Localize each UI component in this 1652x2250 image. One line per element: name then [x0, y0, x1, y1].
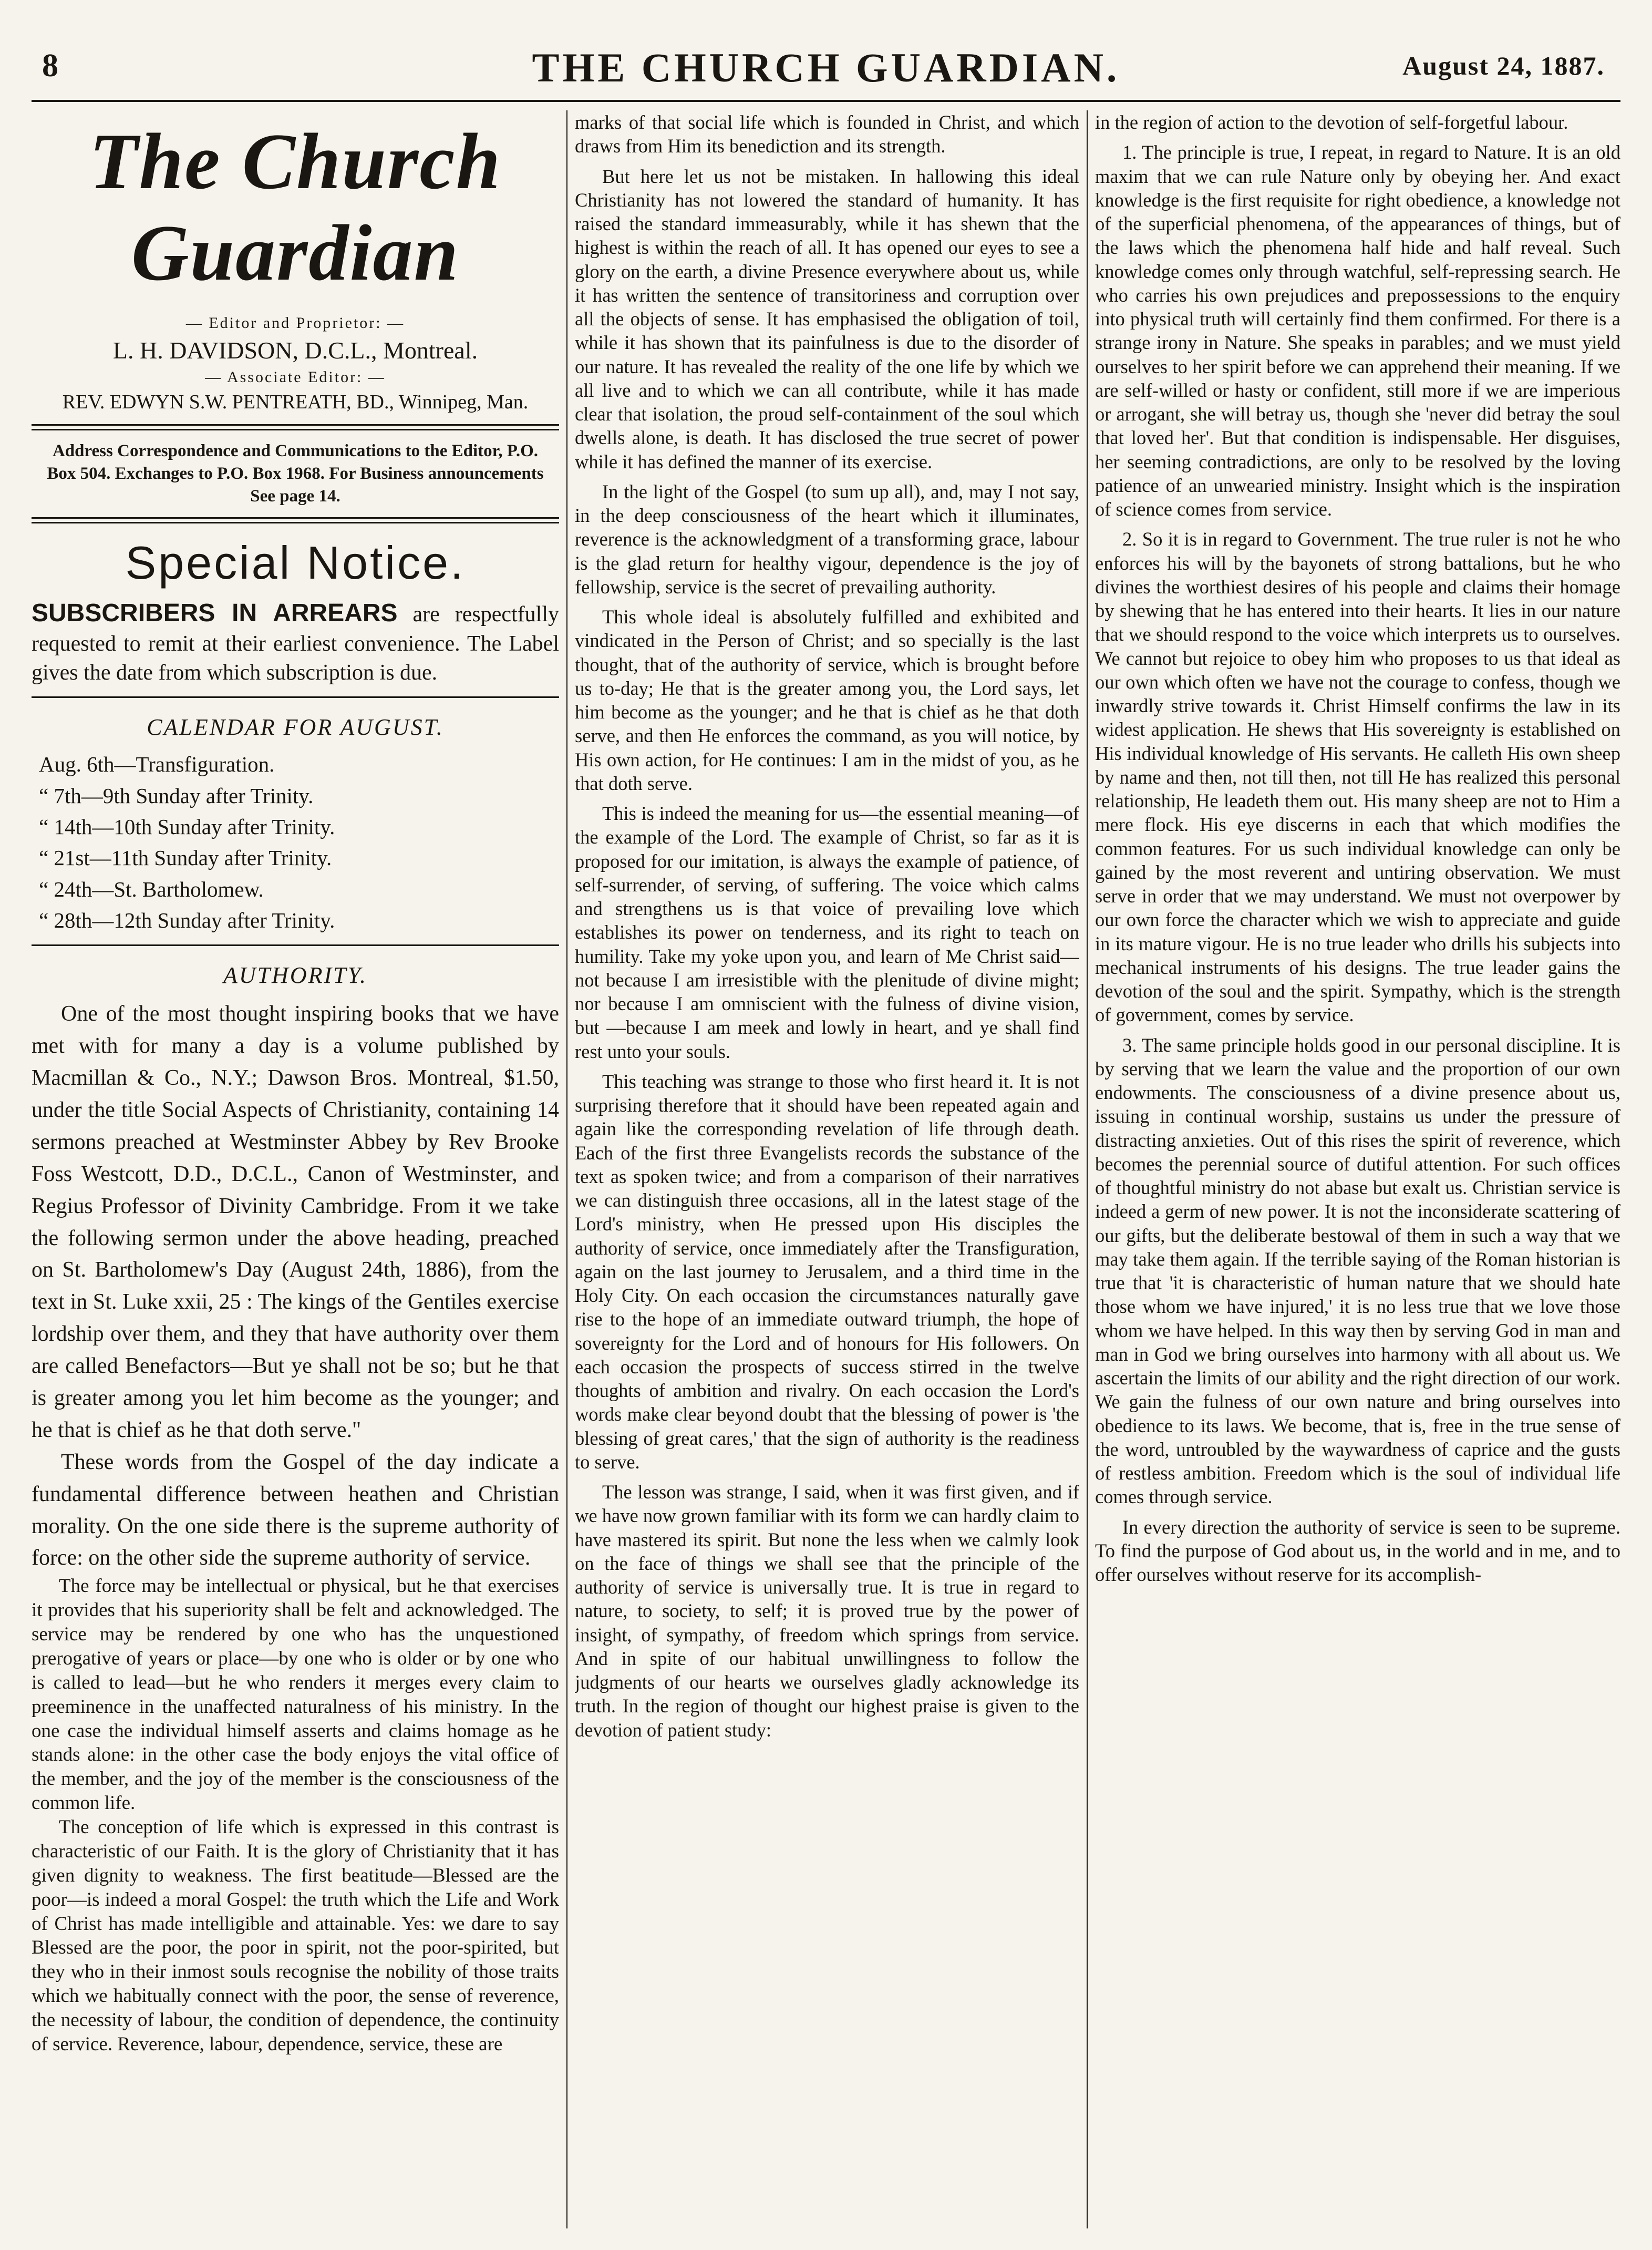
article-paragraph: One of the most thought inspiring books that we have met with for many a day is a volume published by Macmillan & Co., N.Y.; Dawson Bros. Montreal, $1.50, under the title Social Aspects of Christianity, containing 14 sermons preached at Westminster Abbey by Rev Brooke Foss Westcott, D.D., D.C.L., Canon of Westminster, and Regius Professor of Divinity Cambridge. From it we take the following sermon under the above heading, preached on St. Bartholomew's Day (August 24th, 1886), from the text in St. Luke xxii, 25 : The kings of the Gentiles exercise lordship over them, and they that have authority over them are called Benefactors—But ye shall not be so; but he that is greater among you let him become as the younger; and he that is chief as he that doth serve." [32, 1002, 559, 1442]
article-paragraph: 3. The same principle holds good in our personal discipline. It is by serving that we learn the value and the proportion of our own endowments. The consciousness of a divine presence about us, issuing in continual worship, sustains us under the pressure of distracting anxieties. Out of this rises the spirit of reverence, which becomes the perennial source of dutiful attention. For such offices of thoughtful ministry do not abase but exalt us. Christian service is indeed a germ of new power. It is not the inconsiderate scattering of our gifts, but the deliberate bestowal of them in such a way that we may take them again. If the terrible saying of the Roman historian is true that 'it is characteristic of human nature that we should hate those whom we have injured,' it is no less true that we love those whom we have helped. In this way then by serving God in man and man in God we bring ourselves into harmony with all about us. We ascertain the limits of our ability and the right direction of our work. We gain the fulness of our own nature and bring ourselves into obedience to its laws. We become, that is, free in the true sense of the word, untroubled by the waywardness of caprice and the gusts of restless ambition. Freedom which is the soul of individual life comes through service. [1095, 1034, 1620, 1508]
article-paragraph: But here let us not be mistaken. In hallowing this ideal Christianity has not lowered the standard of humanity. It has raised the standard immeasurably, while it has shewn that the highest is within the reach of all. It has opened our eyes to see a glory on the earth, a divine Presence everywhere about us, while it has written the sentence of transitoriness and corruption over all the objects of sense. It has emphasised the obligation of toil, while it has shown that its painfulness is due to the disorder of our nature. It has revealed the reality of the one life by which we all live and to which we can all contribute, while it has made clear that isolation, the proud self-containment of the soul which dwells alone, is death. It has disclosed the true secret of power while it has defined the manner of its exercise. [575, 165, 1079, 472]
article-paragraph: This teaching was strange to those who first heard it. It is not surprising therefore that it should have been repeated again and again like the corresponding revelation of life through death. Each of the first three Evangelists records the substance of the text as spoken twice; and from a comparison of their narratives we can distinguish three occasions, all in the latest stage of the Lord's ministry, when He pressed upon His disciples the authority of service, once immediately after the Transfiguration, again on the last journey to Jerusalem, and a third time in the Holy City. On each occasion the circumstances naturally gave rise to the hope of an immediate outward triumph, the hope of sovereignty for the Lord and of honours for His followers. On each occasion the prospects of success stirred in the twelve thoughts of ambition and rivalry. On each occasion the Lord's words make clear beyond doubt that the blessing of power is 'the blessing of great cares,' that the sign of authority is the readiness to serve. [575, 1070, 1079, 1473]
column-rule [1087, 110, 1088, 2228]
page-number: 8 [42, 48, 58, 84]
column-2 [575, 110, 1079, 2228]
article-title: AUTHORITY. [223, 962, 368, 989]
editor-label: — Editor and Proprietor: — [185, 314, 405, 332]
article-paragraph: These words from the Gospel of the day indicate a fundamental difference between heathen and Christian morality. On the one side there is the supreme authority of force: on the other side the supreme authority of service. [32, 1450, 559, 1570]
address-note: Address Correspondence and Communications to the Editor, P.O. Box 504. Exchanges to P.O. Box 1968. For Business announcements See page 14. [47, 441, 544, 506]
issue-date: August 24, 1887. [1402, 51, 1605, 80]
masthead-title: The Church Guardian [89, 117, 502, 297]
article-paragraph: marks of that social life which is founded in Christ, and which draws from Him its benediction and its strength. [575, 111, 1079, 157]
calendar-list [39, 750, 559, 935]
special-notice-lead: SUBSCRIBERS IN ARREARS [32, 599, 398, 627]
calendar-item: Aug. 6th—Transfiguration. [39, 752, 275, 777]
article-paragraph: The conception of life which is expressed in this contrast is characteristic of our Faith. It is the glory of Christianity that it has given dignity to weakness. The first beatitude—Blessed are the poor—is indeed a moral Gospel: the truth which the Life and Work of Christ has made intelligible and attainable. Yes: we dare to say Blessed are the poor, the poor in spirit, not the poor-spirited, but they who in their inmost souls recognise the nobility of those traits which we habitually connect with the poor, the sense of reverence, the necessity of labour, the condition of dependence, the continuity of service. Reverence, labour, dependence, service, these are [32, 1816, 559, 2055]
associate-name: REV. EDWYN S.W. PENTREATH, BD., Winnipeg, Man. [62, 391, 529, 413]
article-paragraph: In the light of the Gospel (to sum up all), and, may I not say, in the deep consciousness of the heart which it illuminates, reverence is the acknowledgment of a transforming grace, labour is the glad return for healthy vigour, dependence is the joy of fellowship, service is the secret of prevailing authority. [575, 480, 1079, 598]
article-paragraph: The force may be intellectual or physical, but he that exercises it provides that his superiority shall be felt and acknowledged. The service may be rendered by one who has the unquestioned prerogative of years or place—by one who is older or by one who is called to lead—but he who renders it merges every claim to preeminence in the unaffected naturalness of his ministry. In the one case the individual himself asserts and claims homage as he stands alone: in the other case the body enjoys the vital office of the member, and the joy of the member is the consciousness of the common life. [32, 1575, 559, 1814]
special-notice-body [32, 597, 559, 687]
divider [32, 517, 559, 523]
divider [32, 944, 559, 946]
calendar-item: “ 7th—9th Sunday after Trinity. [39, 783, 314, 808]
article-paragraph: 1. The principle is true, I repeat, in regard to Nature. It is an old maxim that we can rule Nature only by obeying her. And exact knowledge is the first requisite for right obedience, a knowledge not of the superficial phenomena, of the appearances of things, but of the laws which the phenomena half hide and half reveal. Such knowledge comes only through watchful, self-repressing search. He who carries his own prejudices and prepossessions to the enquiry into physical truth will certainly find them confirmed. For there is a strange irony in Nature. She speaks in parables; and we must yield ourselves to her spirit before we can apprehend their meaning. If we are self-willed or hasty or confident, still more if we are imperious or arrogant, she will betray us, though she 'never did betray the soul that loved her'. But that condition is indispensable. Her disguises, her seeming contradictions, are only to be resolved by the loving patience of an unwearied ministry. Insight which is the inspiration of science comes from service. [1095, 141, 1620, 520]
divider [32, 424, 559, 430]
article-paragraph: In every direction the authority of service is seen to be supreme. To find the purpose of God about us, in the world and in me, and to offer ourselves without reserve for its accomplish- [1095, 1516, 1620, 1585]
divider [32, 696, 559, 698]
special-notice-text: are respectfully requested to remit at their earliest convenience. The Label gives the date from which subscription is due. [32, 602, 559, 685]
article-paragraph: The lesson was strange, I said, when it was first given, and if we have now grown familiar with its form we can hardly claim to have mastered its spirit. But none the less when we calmly look on the face of things we shall see that the principle of the authority of service is universally true. It is true in regard to nature, to society, to self; it is proved true by the power of insight, of sympathy, of freedom which springs from service. And in spite of our habitual unwillingness to follow the judgments of our hearts we ourselves gladly acknowledge its truth. In the region of thought our highest praise is given to the devotion of patient study: [575, 1481, 1079, 1741]
associate-label: — Associate Editor: — [205, 368, 386, 386]
calendar-item: “ 21st—11th Sunday after Trinity. [39, 846, 332, 870]
editor-name: L. H. DAVIDSON, D.C.L., Montreal. [112, 337, 478, 364]
special-notice-title: Special Notice. [125, 536, 466, 589]
column-1 [32, 110, 559, 2228]
article-paragraph: This is indeed the meaning for us—the essential meaning—of the example of the Lord. The example of Christ, so far as it is proposed for our imitation, is always the example of patience, of self-surrender, of serving, of suffering. The voice which calms and strengthens us is that voice of prevailing love which establishes its power on tenderness, and its right to teach on humility. Take my yoke upon you, and learn of Me Christ said—not because I am irresistible with the plenitude of divine might; nor because I am omniscient with the fulness of divine vision, but —because I am meek and lowly in heart, and ye shall find rest unto your souls. [575, 803, 1079, 1062]
calendar-item: “ 14th—10th Sunday after Trinity. [39, 814, 335, 839]
calendar-title: CALENDAR FOR AUGUST. [147, 714, 444, 741]
newspaper-page [32, 21, 1620, 2228]
article-paragraph: 2. So it is in regard to Government. The true ruler is not he who enforces his will by the bayonets of strong battalions, but he who divines the worthiest desires of his people and claims their homage by shewing that he has entered into their hearts. It lies in our nature that we should respond to the voice which interprets us to ourselves. We cannot but rejoice to obey him who proposes to us that ideal as our own which often we have not the courage to confess, though we inwardly strive towards it. Christ Himself confirms the law in its widest application. He shews that His sovereignty is established on His individual knowledge of His servants. He calleth His own sheep by name and then, not till then, not till He has realized this personal relationship, He leadeth them out. His many sheep are not to Him a mere flock. His eye discerns in each that which modifies the common features. For us such individual knowledge can only be gained by the most reverent and untiring observation. We must serve in order that we may understand. We must not overpower by our own force the character which we wish to appreciate and guide in its mature vigour. He is no true leader who drills his subjects into mechanical instruments of his designs. The true leader gains the devotion of the soul and the spirit. Sympathy, which is the strength of government, comes by service. [1095, 528, 1620, 1026]
running-header [32, 21, 1620, 102]
article-paragraph: This whole ideal is absolutely fulfilled and exhibited and vindicated in the Person of Christ; and so specially is the last thought, that of the authority of service, which is brought before us to-day; He that is the greater among you, the Lord says, let him become as the younger; and he that is chief as he that doth serve, and then He enforces the command, as you will notice, by His own action, for He continues: I am in the midst of you, as he that doth serve. [575, 606, 1079, 794]
newspaper-title: THE CHURCH GUARDIAN. [532, 45, 1120, 90]
column-3 [1095, 110, 1620, 2228]
calendar-item: “ 24th—St. Bartholomew. [39, 877, 264, 901]
calendar-item: “ 28th—12th Sunday after Trinity. [39, 908, 335, 932]
article-paragraph: in the region of action to the devotion of self-forgetful labour. [1095, 111, 1568, 133]
column-rule [566, 110, 567, 2228]
